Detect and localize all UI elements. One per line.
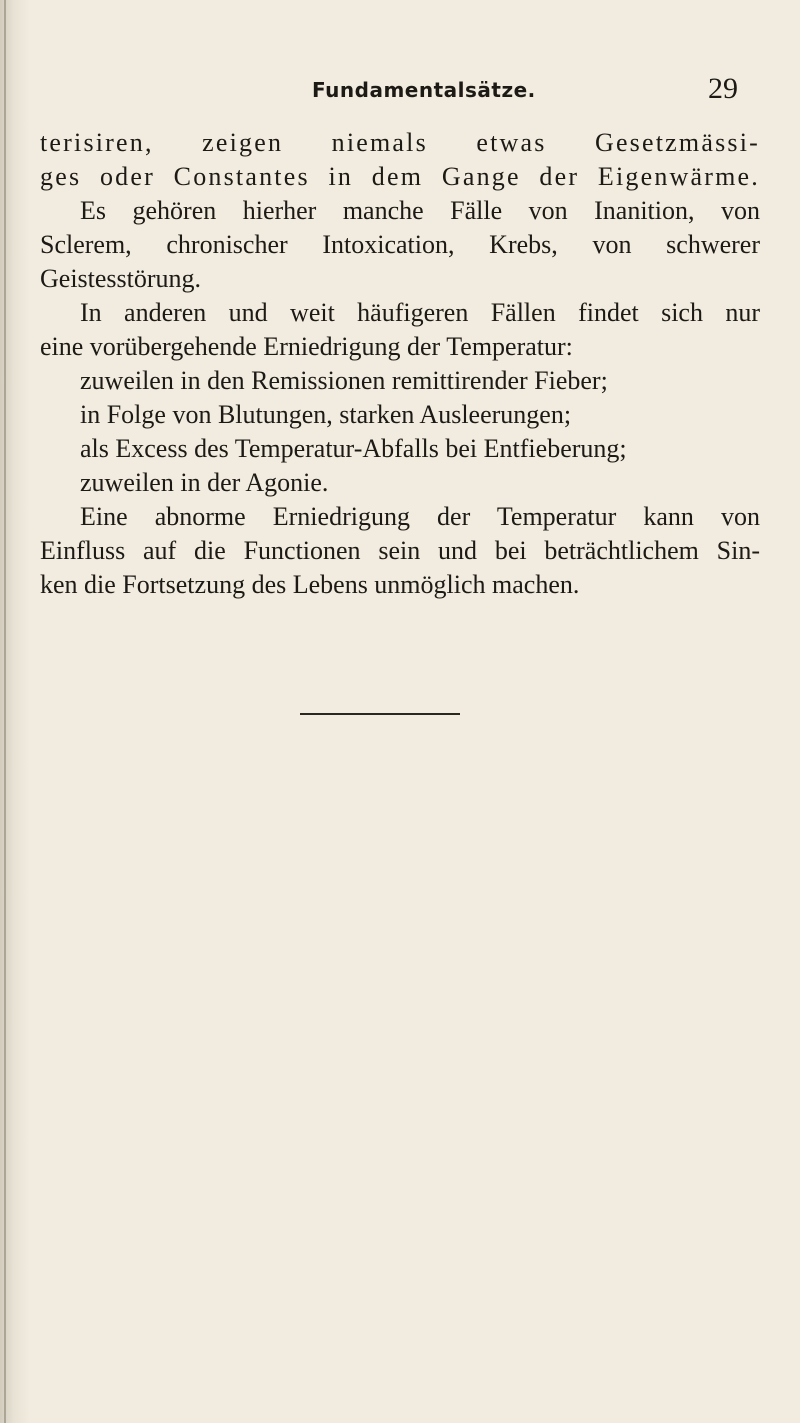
binding-gutter — [4, 0, 6, 1423]
text-line: Es gehören hierher manche Fälle von Inanition, von — [80, 196, 760, 225]
text-line: Sclerem, chronischer Intoxication, Krebs, von schwerer — [40, 230, 760, 259]
text-line: Geistesstörung. — [40, 264, 202, 293]
text-line: In anderen und weit häufigeren Fällen findet sich nur — [80, 298, 760, 327]
section-divider — [300, 713, 460, 715]
page-number: 29 — [708, 72, 738, 105]
text-line: zuweilen in den Remissionen remittirender Fieber; — [80, 366, 608, 395]
text-line: terisiren, zeigen niemals etwas Gesetzmässi- — [40, 128, 760, 157]
text-line: eine vorübergehende Erniedrigung der Temperatur: — [40, 332, 573, 361]
running-title: Fundamentalsätze. — [312, 78, 536, 102]
text-line: als Excess des Temperatur-Abfalls bei Entfieberung; — [80, 434, 627, 463]
text-line: Einfluss auf die Functionen sein und bei beträchtlichem Sin- — [40, 536, 760, 565]
text-line: ken die Fortsetzung des Lebens unmöglich machen. — [40, 570, 580, 599]
text-line: Eine abnorme Erniedrigung der Temperatur kann von — [80, 502, 760, 531]
body-text — [40, 126, 760, 602]
text-line: ges oder Constantes in dem Gange der Eigenwärme. — [40, 162, 760, 191]
running-head — [0, 72, 800, 112]
text-line: in Folge von Blutungen, starken Ausleerungen; — [80, 400, 572, 429]
text-line: zuweilen in der Agonie. — [80, 468, 329, 497]
